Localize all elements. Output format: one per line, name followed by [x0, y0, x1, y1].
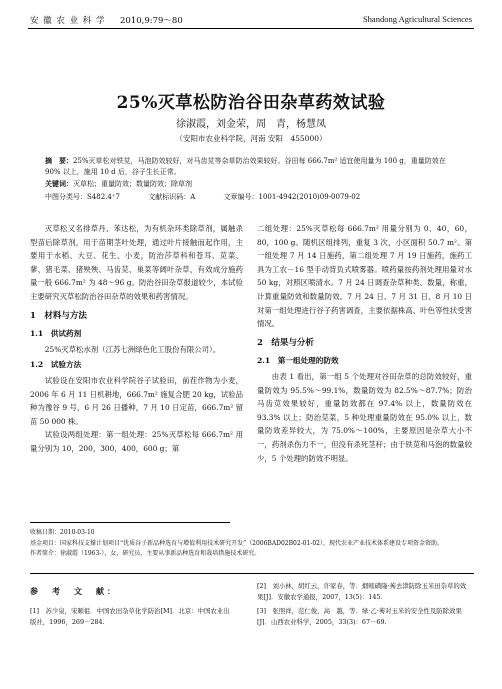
affiliation: （安阳市农业科学院，河南 安阳 455000）: [175, 134, 327, 143]
header-rule: [28, 28, 474, 29]
section-1-2-heading: 1.2 试验方法: [30, 360, 82, 370]
keywords-text: 灭草松；重量防效；数量防效；除草剂: [73, 180, 192, 188]
section-1-heading: 1 材料与方法: [30, 310, 87, 321]
footnote-block: [30, 528, 470, 560]
section-1-1-text: 25%灭草松水剂（江苏七洲绿色化工股份有限公司）。: [44, 344, 221, 354]
section-1-2-text: 试验设在安阳市农业科学院谷子试验田，前茬作物为小麦，2006 年 6 月 11 日机耕地，666.7m² 施复合肥 20 kg，试验品种为豫谷 9 号，6 月 26 日播种，7 月 10 日定苗，666.7m² 留苗 50 000 株。: [30, 375, 243, 426]
section-2-heading: 2 结果与分析: [257, 337, 314, 348]
footnote-rule: [30, 522, 230, 523]
section-1-2-text-2: 试验设两组处理：第一组处理：25%灭草松每 666.7m² 用量分别为 10，200，300，400，600 g；第: [30, 430, 243, 453]
paper-title: 25%灭草松防治谷田杂草药效试验: [116, 93, 386, 113]
reference-item: [2] 刘小林，胡红云，许家春，等．烟嘧磺隆·莠去津防除玉米田杂草的效果[J]．安徽农学通报，2007，13(5)：145.: [257, 582, 467, 601]
keywords-label: 关键词：: [45, 179, 73, 188]
section-2-1-text: 由表 1 看出，第一组 5 个处理对谷田杂草的总防效较好，重量防效为 95.5%～99.1%，数量防效为 82.5%～87.7%；防治马齿苋效果较好，重量防效都在 97.4% 以上，数量防效在 93.3% 以上；防治苋菜，5 种处理重量防效在 95.0% 以上，数量防效差异较大，为 75.0%～100%，主要原因是杂草大小不一，药剂杀伤力不一，但没有杀死茎秆；由于铁苋和马泡的数量较少，5 个处理的防效不明显。: [257, 371, 472, 463]
received-date: 收稿日期：2010-03-10: [30, 529, 95, 536]
journal-name-en: Shandong Agricultural Sciences: [362, 14, 472, 24]
classification-line: [45, 192, 386, 202]
continued-paragraph: 二组处理：25%灭草松每 666.7m² 用量分别为 0、40，60，80，100 g。随机区组排列，重复 3 次，小区面积 50.7 m²。第一组处理 7 月 14 日施药，第二组处理 7 月 19 日施药，施药工具为工农－16 型手动背负式喷雾器。喷药量按药剂处理用量对水 50 kg，对照区喷清水。7 月 24 日调查杂草种类、数量，称重，计算重量防效和数量防效。7 月 24 日、7 月 31 日、8 月 10 日对第一组处理进行谷子药害调查，主要依据株高、叶色等性状受害情况。: [257, 224, 472, 329]
abstract-label: 摘 要：: [45, 156, 73, 165]
abstract-text: 25%灭草松对铁苋，马泡防效较好，对马齿苋等杂草防治效果较好。谷田每 666.7m² 适宜使用量为 100 g，重量防效在 90% 以上，施用 10 d 后，谷子生长正常。: [45, 157, 446, 176]
doc-code: 文献标识码：A: [148, 193, 196, 201]
reference-item: [1] 苏少泉，宋顺祖．中国农田杂草化学防治[M]．北京：中国农业出版社，1996，269－284.: [30, 607, 230, 626]
journal-issue: 2010,9:79～80: [120, 16, 183, 26]
author-bio: 作者简介：徐淑霞（1963-），女，研究员，主要从事新品种选育和栽培措施技术研究。: [30, 550, 261, 557]
intro-paragraph: 灭草松又名排草丹、苯达松，为有机杂环类除草剂，属触杀型苗后除草剂，用于苗期茎叶处理，通过叶片接触而起作用，主要用于水稻、大豆、花生、小麦，防治莎草科和苍耳、苋菜、蓼、猪毛菜、猪殃殃、马齿苋、巢菜等阔叶杂草，有效成分施药量一般 666.7m² 为 48～96 g。防治谷田杂草报道较少，本试验主要研究灭草松防治谷田杂草的效果和药害情况。: [30, 224, 243, 301]
abstract-block: [45, 155, 460, 190]
fund-note: 基金项目：国家科技支撑计划项目“优质谷子新品种选育与增值利用技术研究开发”（2006BAD02B02-01-02），现代农业产业技术体系建设专项资金资助。: [30, 539, 443, 547]
section-1-1-heading: 1.1 供试药剂: [30, 329, 82, 339]
right-column: [257, 222, 472, 465]
authors: 徐淑霞，刘金荣，周 青，杨慧凤: [176, 119, 326, 130]
section-2-1-heading: 2.1 第一组处理的防效: [257, 356, 339, 366]
article-number: 文章编号：1001-4942(2010)09-0079-02: [223, 193, 361, 201]
clc-number: 中图分类号：S482.4⁺7: [45, 193, 120, 201]
references-title: 参 考 文 献：: [30, 586, 118, 596]
journal-name: 安 徽 农 业 科 学: [30, 16, 106, 26]
left-column: [30, 222, 243, 456]
references-rule: [30, 573, 474, 574]
reference-item: [3] 张照祥，范仁俊，高 越，等．绿·乙·莠对玉米的安全性及防除效果[J]．山西农业科学，2005，33(3)：67－69.: [257, 607, 462, 626]
